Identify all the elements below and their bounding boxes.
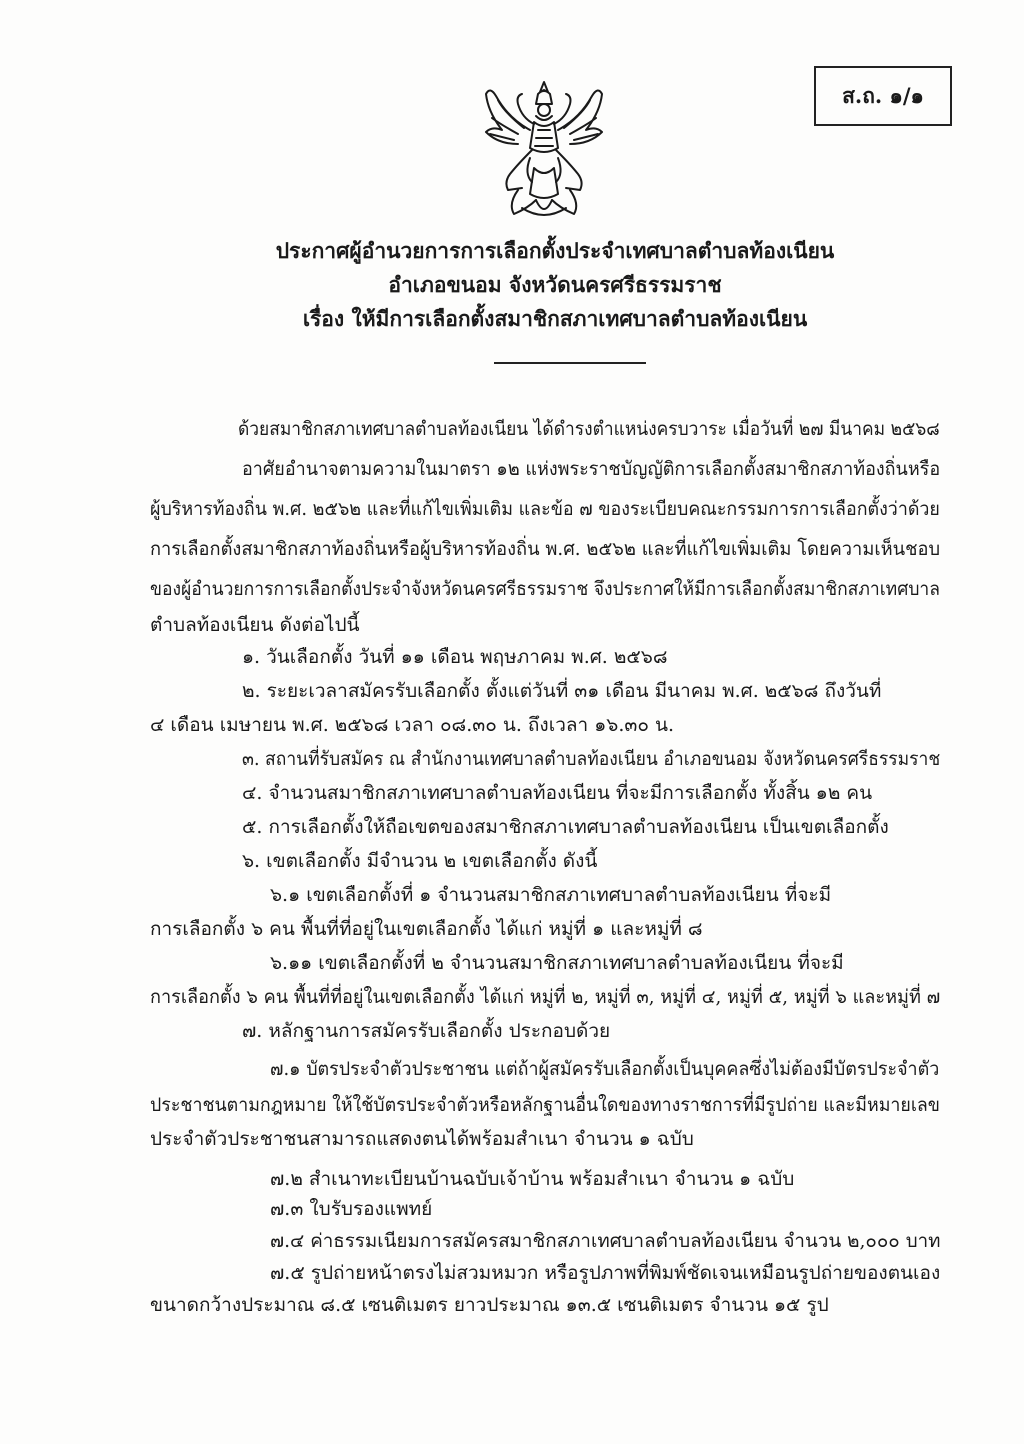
- paragraph-2-line-2: ผู้บริหารท้องถิ่น พ.ศ. ๒๕๖๒ และที่แก้ไขเพิ่มเติม และข้อ ๗ ของระเบียบคณะกรรมการการเลือกตั้งว่าด้วย: [150, 498, 940, 520]
- item-6: ๖. เขตเลือกตั้ง มีจำนวน ๒ เขตเลือกตั้ง ดังนี้: [242, 850, 598, 872]
- item-6-1-line-1: ๖.๑ เขตเลือกตั้งที่ ๑ จำนวนสมาชิกสภาเทศบาลตำบลท้องเนียน ที่จะมี: [270, 884, 832, 906]
- garuda-emblem-icon: [478, 78, 610, 222]
- item-7-3: ๗.๓ ใบรับรองแพทย์: [270, 1198, 433, 1220]
- item-7-4: ๗.๔ ค่าธรรมเนียมการสมัครสมาชิกสภาเทศบาลตำบลท้องเนียน จำนวน ๒,๐๐๐ บาท: [270, 1230, 941, 1252]
- item-2-line-2: ๔ เดือน เมษายน พ.ศ. ๒๕๖๘ เวลา ๐๘.๓๐ น. ถึงเวลา ๑๖.๓๐ น.: [150, 714, 675, 736]
- item-5: ๕. การเลือกตั้งให้ถือเขตของสมาชิกสภาเทศบาลตำบลท้องเนียน เป็นเขตเลือกตั้ง: [242, 816, 889, 838]
- paragraph-1: ด้วยสมาชิกสภาเทศบาลตำบลท้องเนียน ได้ดำรงตำแหน่งครบวาระ เมื่อวันที่ ๒๗ มีนาคม ๒๕๖๘: [238, 418, 940, 440]
- item-1: ๑. วันเลือกตั้ง วันที่ ๑๑ เดือน พฤษภาคม พ.ศ. ๒๕๖๘: [242, 646, 668, 668]
- item-7-1-line-1: ๗.๑ บัตรประจำตัวประชาชน แต่ถ้าผู้สมัครรับเลือกตั้งเป็นบุคคลซึ่งไม่ต้องมีบัตรประจำตัว: [270, 1058, 940, 1080]
- title-line-3: เรื่อง ให้มีการเลือกตั้งสมาชิกสภาเทศบาลตำบลท้องเนียน: [302, 306, 808, 331]
- paragraph-2-line-4: ของผู้อำนวยการการเลือกตั้งประจำจังหวัดนครศรีธรรมราช จึงประกาศให้มีการเลือกตั้งสมาชิกสภาเทศบาล: [150, 578, 940, 600]
- item-6-1-line-2: การเลือกตั้ง ๖ คน พื้นที่ที่อยู่ในเขตเลือกตั้ง ได้แก่ หมู่ที่ ๑ และหมู่ที่ ๘: [150, 918, 703, 940]
- announcement-title: [0, 234, 1024, 336]
- item-6-11-line-2: การเลือกตั้ง ๖ คน พื้นที่ที่อยู่ในเขตเลือกตั้ง ได้แก่ หมู่ที่ ๒, หมู่ที่ ๓, หมู่ที่ ๔, หมู่ที่ ๕, หมู่ที่ ๖ และหมู่ที่ ๗: [150, 986, 941, 1008]
- item-7-1-line-3: ประจำตัวประชาชนสามารถแสดงตนได้พร้อมสำเนา จำนวน ๑ ฉบับ: [150, 1128, 694, 1150]
- item-3: ๓. สถานที่รับสมัคร ณ สำนักงานเทศบาลตำบลท้องเนียน อำเภอขนอม จังหวัดนครศรีธรรมราช: [242, 748, 941, 770]
- item-7-5-line-1: ๗.๕ รูปถ่ายหน้าตรงไม่สวมหมวก หรือรูปภาพที่พิมพ์ชัดเจนเหมือนรูปถ่ายของตนเอง: [270, 1262, 941, 1284]
- form-code-text: ส.ถ. ๑/๑: [842, 82, 924, 108]
- paragraph-2-line-5: ตำบลท้องเนียน ดังต่อไปนี้: [150, 614, 360, 636]
- item-7-1-line-2: ประชาชนตามกฎหมาย ให้ใช้บัตรประจำตัวหรือหลักฐานอื่นใดของทางราชการที่มีรูปถ่าย และมีหมายเลข: [150, 1094, 940, 1116]
- item-7-2: ๗.๒ สำเนาทะเบียนบ้านฉบับเจ้าบ้าน พร้อมสำเนา จำนวน ๑ ฉบับ: [270, 1168, 795, 1190]
- paragraph-2-line-3: การเลือกตั้งสมาชิกสภาท้องถิ่นหรือผู้บริหารท้องถิ่น พ.ศ. ๒๕๖๒ และที่แก้ไขเพิ่มเติม โดยความเห็นชอบ: [150, 538, 941, 560]
- title-divider: [494, 362, 646, 364]
- item-4: ๔. จำนวนสมาชิกสภาเทศบาลตำบลท้องเนียน ที่จะมีการเลือกตั้ง ทั้งสิ้น ๑๒ คน: [242, 782, 873, 804]
- item-7-5-line-2: ขนาดกว้างประมาณ ๘.๕ เซนติเมตร ยาวประมาณ ๑๓.๕ เซนติเมตร จำนวน ๑๕ รูป: [150, 1294, 829, 1316]
- paragraph-2-line-1: อาศัยอำนาจตามความในมาตรา ๑๒ แห่งพระราชบัญญัติการเลือกตั้งสมาชิกสภาท้องถิ่นหรือ: [242, 458, 941, 480]
- title-line-2: อำเภอขนอม จังหวัดนครศรีธรรมราช: [388, 272, 722, 297]
- item-2-line-1: ๒. ระยะเวลาสมัครรับเลือกตั้ง ตั้งแต่วันที่ ๓๑ เดือน มีนาคม พ.ศ. ๒๕๖๘ ถึงวันที่: [242, 680, 882, 702]
- item-6-11-line-1: ๖.๑๑ เขตเลือกตั้งที่ ๒ จำนวนสมาชิกสภาเทศบาลตำบลท้องเนียน ที่จะมี: [270, 952, 844, 974]
- form-code-box: [814, 66, 952, 126]
- title-line-1: ประกาศผู้อำนวยการการเลือกตั้งประจำเทศบาลตำบลท้องเนียน: [275, 238, 835, 263]
- item-7: ๗. หลักฐานการสมัครรับเลือกตั้ง ประกอบด้วย: [242, 1020, 611, 1042]
